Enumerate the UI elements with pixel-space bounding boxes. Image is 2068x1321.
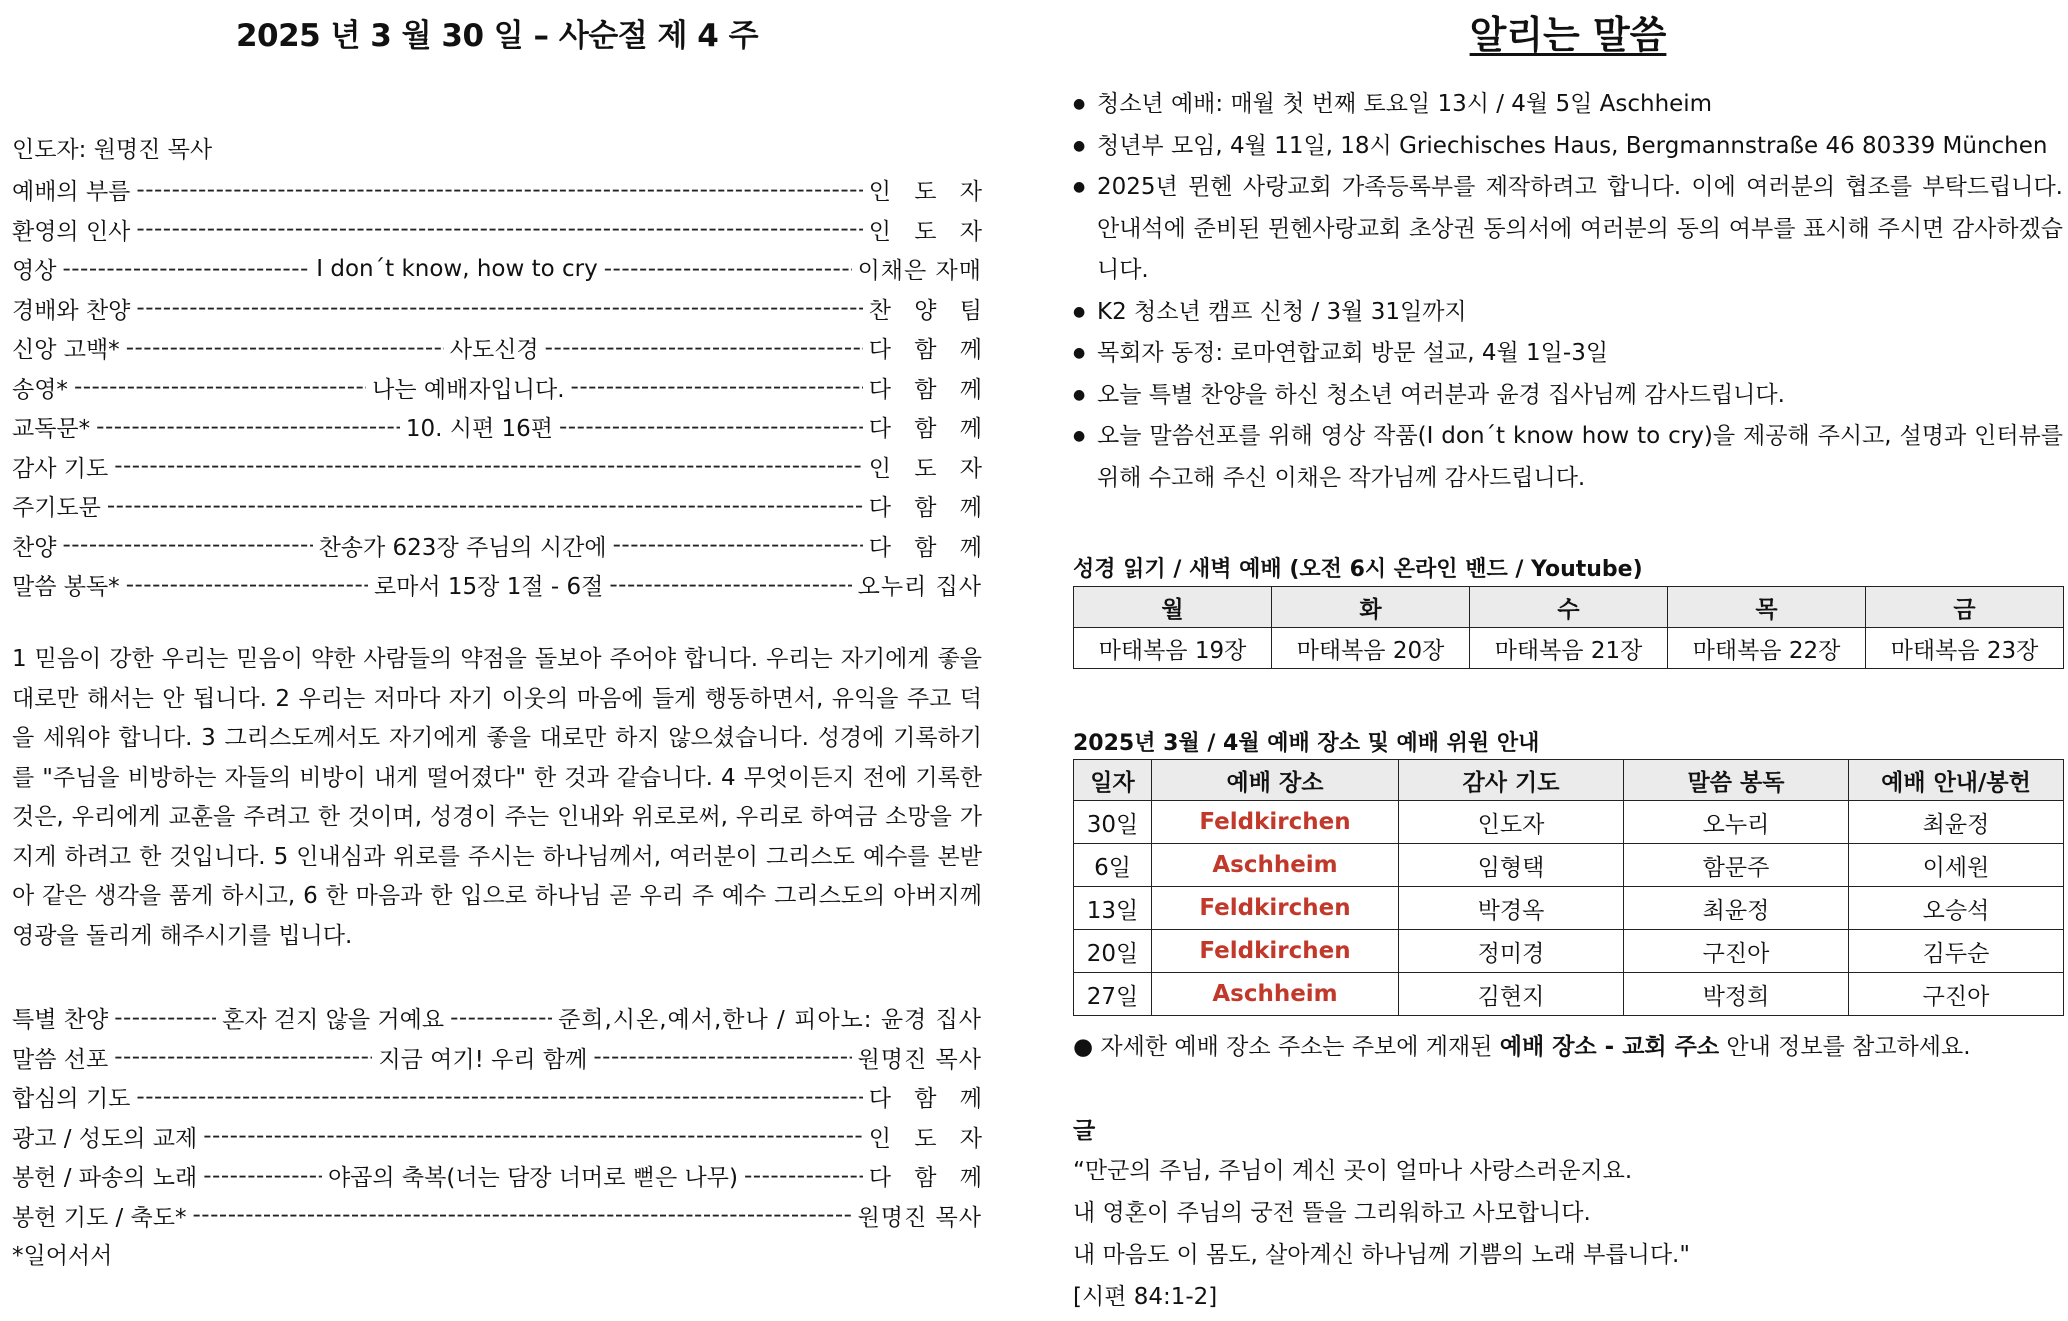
- service-row: [1074, 930, 2064, 973]
- leader-dashes: [609, 572, 851, 598]
- service-cell: 6일: [1074, 844, 1152, 887]
- order-item-person: 다 함 께: [868, 376, 990, 403]
- poem-line: [시편 84:1-2]: [1073, 1284, 1218, 1310]
- order-item-person: 원명진 목사: [857, 1046, 982, 1073]
- order-item-name: 신앙 고백*: [12, 337, 120, 364]
- service-location-cell: Aschheim: [1152, 973, 1399, 1016]
- leader-dashes: [136, 177, 862, 203]
- order-item-person: 준희,시온,예서,한나 / 피아노: 윤경 집사: [558, 1007, 983, 1034]
- leader-dashes: [62, 532, 312, 558]
- order-item-detail: 사도신경: [449, 337, 539, 364]
- announcement-item: ● 목회자 동정: 로마연합교회 방문 설교, 4월 1일-3일: [1073, 333, 2063, 375]
- poem-line: 내 영혼이 주님의 궁전 뜰을 그리워하고 사모합니다.: [1073, 1200, 1591, 1226]
- order-item-detail: 나는 예배자입니다.: [372, 376, 565, 403]
- service-location-cell: Feldkirchen: [1152, 801, 1399, 844]
- leader-dashes: [203, 1163, 322, 1189]
- order-item-name: 찬양: [12, 534, 57, 561]
- leader-dashes: [604, 256, 852, 282]
- leader-dashes: [450, 1005, 552, 1031]
- leader-dashes: [593, 1044, 851, 1070]
- order-item-detail: 찬송가 623장 주님의 시간에: [318, 534, 607, 561]
- reading-day-header: 수: [1470, 587, 1668, 628]
- scripture-reading-text: 1 믿음이 강한 우리는 믿음이 약한 사람들의 약점을 돌보아 주어야 합니다. 우리는 자기에게 좋을 대로만 해서는 안 됩니다. 2 우리는 저마다 자기 이웃의 마음에 들게 행동하면서, 유익을 주고 덕을 세워야 합니다. 3 그리스도께서도 자기에게 좋을 대로만 하지 않으셨습니다. 성경에 기록하기를 "주님을 비방하는 자들의 비방이 내게 떨어졌다" 한 것과 같습니다. 4 무엇이든지 전에 기록한 것은, 우리에게 교훈을 주려고 한 것이며, 성경이 주는 인내와 위로로써, 우리로 하여금 소망을 가지게 하려고 한 것입니다. 5 인내심과 위로를 주시는 하나님께서, 여러분이 그리스도 예수를 본받아 같은 생각을 품게 하시고, 6 한 마음과 한 입으로 하나님 곧 우리 주 예수 그리스도의 아버지께 영광을 돌리게 해주시기를 빕니다.: [12, 646, 982, 949]
- reading-day-header: 월: [1074, 587, 1272, 628]
- reading-day-header: 금: [1866, 587, 2064, 628]
- note-text-end: 안내 정보를 참고하세요.: [1719, 1034, 1971, 1060]
- service-cell: 김두순: [1849, 930, 2064, 973]
- order-item-person: 찬 양 팀: [868, 297, 990, 324]
- location-note: [1073, 1028, 1971, 1061]
- psalm-quote: [1073, 1150, 1690, 1318]
- order-item: [12, 407, 990, 447]
- leader-dashes: [126, 572, 368, 598]
- order-item-name: 주기도문: [12, 495, 101, 522]
- order-item-person: 다 함 께: [868, 1165, 990, 1192]
- leader-dashes: [114, 1044, 372, 1070]
- order-item-name: 광고 / 성도의 교제: [12, 1125, 198, 1152]
- announcement-item: ● 오늘 특별 찬양을 하신 청소년 여러분과 윤경 집사님께 감사드립니다.: [1073, 375, 2063, 417]
- order-item-name: 감사 기도: [12, 455, 109, 482]
- order-item-name: 송영*: [12, 376, 68, 403]
- reading-passage-cell: 마태복음 19장: [1074, 628, 1272, 669]
- service-cell: 인도자: [1399, 801, 1624, 844]
- service-cell: 30일: [1074, 801, 1152, 844]
- leader-dashes: [62, 256, 310, 282]
- reading-passage-cell: 마태복음 22장: [1668, 628, 1866, 669]
- order-item-name: 특별 찬양: [12, 1007, 109, 1034]
- reading-passage-cell: 마태복음 21장: [1470, 628, 1668, 669]
- service-location-cell: Aschheim: [1152, 844, 1399, 887]
- order-item-name: 말씀 봉독*: [12, 574, 120, 601]
- service-location-cell: Feldkirchen: [1152, 887, 1399, 930]
- order-item-person: 다 함 께: [868, 495, 990, 522]
- leader-dashes: [744, 1163, 863, 1189]
- order-item: [12, 1117, 990, 1157]
- order-item-detail: 10. 시편 16편: [405, 416, 553, 443]
- leader-dashes: [126, 335, 444, 361]
- leader-dashes: [136, 1084, 862, 1110]
- order-item-detail: 혼자 걷지 않을 거예요: [222, 1007, 445, 1034]
- reading-passage-cell: 마태복음 20장: [1272, 628, 1470, 669]
- bulletin-date-title: 2025 년 3 월 30 일 – 사순절 제 4 주: [235, 18, 759, 54]
- order-of-service-continued: [12, 998, 990, 1235]
- service-header-cell: 일자: [1074, 760, 1152, 801]
- service-header-cell: 예배 안내/봉헌: [1849, 760, 2064, 801]
- order-item: [12, 328, 990, 368]
- reading-section-title: 성경 읽기 / 새벽 예배 (오전 6시 온라인 밴드 / Youtube): [1073, 557, 1643, 582]
- order-of-service: [12, 170, 991, 605]
- service-cell: 13일: [1074, 887, 1152, 930]
- reading-day-header: 목: [1668, 587, 1866, 628]
- standing-note: *일어서서: [12, 1243, 113, 1269]
- service-section-title: 2025년 3월 / 4월 예배 장소 및 예배 위원 안내: [1073, 731, 1540, 756]
- order-item-person: 다 함 께: [868, 416, 990, 443]
- order-item-person: 인 도 자: [868, 455, 990, 482]
- order-item: [12, 249, 982, 289]
- note-bold-text: 예배 장소 - 교회 주소: [1499, 1034, 1720, 1060]
- service-schedule-table: [1073, 759, 2064, 1016]
- order-item: [12, 1038, 982, 1078]
- order-item-person: 이채은 자매: [857, 258, 982, 285]
- announcements-title: 알리는 말씀: [1469, 13, 1667, 57]
- leader-dashes: [559, 414, 863, 440]
- order-item: [12, 1196, 982, 1236]
- announcement-item: ● K2 청소년 캠프 신청 / 3월 31일까지: [1073, 292, 2063, 334]
- announcement-item: ● 오늘 말씀선포를 위해 영상 작품(I don´t know how to cry)을 제공해 주시고, 설명과 인터뷰를 위해 수고해 주신 이채은 작가님께 감사드립니다.: [1073, 416, 2063, 499]
- order-item-name: 영상: [12, 258, 57, 285]
- service-cell: 함문주: [1624, 844, 1849, 887]
- service-row: [1074, 844, 2064, 887]
- order-item-name: 교독문*: [12, 416, 91, 443]
- service-cell: 이세원: [1849, 844, 2064, 887]
- order-item-person: 인 도 자: [868, 218, 990, 245]
- order-item: [12, 565, 982, 605]
- leader-dashes: [203, 1123, 863, 1149]
- service-cell: 박경옥: [1399, 887, 1624, 930]
- leader-dashes: [613, 532, 863, 558]
- poem-line: 내 마음도 이 몸도, 살아계신 하나님께 기쁨의 노래 부릅니다.": [1073, 1242, 1690, 1268]
- order-item-person: 인 도 자: [868, 1125, 990, 1152]
- service-cell: 정미경: [1399, 930, 1624, 973]
- service-location-cell: Feldkirchen: [1152, 930, 1399, 973]
- service-header-cell: 말씀 봉독: [1624, 760, 1849, 801]
- service-cell: 박정희: [1624, 973, 1849, 1016]
- announcement-item: ● 2025년 뮌헨 사랑교회 가족등록부를 제작하려고 합니다. 이에 여러분의 협조를 부탁드립니다. 안내석에 준비된 뮌헨사랑교회 초상권 동의서에 여러분의 동의 여부를 표시해 주시면 감사하겠습니다.: [1073, 167, 2063, 292]
- order-item-detail: 로마서 15장 1절 - 6절: [373, 574, 604, 601]
- leader-dashes: [571, 374, 863, 400]
- order-item-person: 인 도 자: [868, 179, 990, 206]
- order-item-detail: I don´t know, how to cry: [316, 255, 598, 282]
- bible-reading-table: [1073, 586, 2064, 669]
- order-item-person: 다 함 께: [868, 337, 990, 364]
- order-item-person: 다 함 께: [868, 1086, 990, 1113]
- order-item-name: 합심의 기도: [12, 1086, 131, 1113]
- service-row: [1074, 887, 2064, 930]
- order-item: [12, 1077, 990, 1117]
- note-text: 자세한 예배 장소 주소는 주보에 게재된: [1100, 1034, 1500, 1060]
- service-cell: 오승석: [1849, 887, 2064, 930]
- order-item-person: 다 함 께: [868, 534, 991, 561]
- leader-dashes: [107, 493, 863, 519]
- order-item-name: 경배와 찬양: [12, 297, 131, 324]
- announcement-item: ● 청소년 예배: 매월 첫 번째 토요일 13시 / 4월 5일 Aschheim: [1073, 84, 2063, 126]
- service-cell: 김현지: [1399, 973, 1624, 1016]
- leader-dashes: [74, 374, 366, 400]
- order-item: [12, 1156, 990, 1196]
- leader-dashes: [96, 414, 400, 440]
- service-cell: 구진아: [1849, 973, 2064, 1016]
- order-item-detail: 지금 여기! 우리 함께: [378, 1046, 588, 1073]
- leader-dashes: [193, 1202, 852, 1228]
- order-item-person: 오누리 집사: [857, 574, 983, 601]
- service-cell: 최윤정: [1849, 801, 2064, 844]
- service-cell: 27일: [1074, 973, 1152, 1016]
- worship-leader: 인도자: 원명진 목사: [12, 137, 213, 163]
- poem-title: 글: [1073, 1118, 1096, 1144]
- order-item: [12, 998, 982, 1038]
- leader-dashes: [114, 1005, 216, 1031]
- order-item: [12, 368, 990, 408]
- bullet: ●: [1073, 1034, 1101, 1060]
- reading-day-header: 화: [1272, 587, 1470, 628]
- service-cell: 오누리: [1624, 801, 1849, 844]
- order-item: [12, 526, 991, 566]
- order-item: [12, 289, 990, 329]
- order-item-name: 봉헌 / 파송의 노래: [12, 1165, 198, 1192]
- leader-dashes: [136, 216, 862, 242]
- poem-line: “만군의 주님, 주님이 계신 곳이 얼마나 사랑스러운지요.: [1073, 1158, 1633, 1184]
- announcement-item: ● 청년부 모임, 4월 11일, 18시 Griechisches Haus, Bergmannstraße 46 80339 München: [1073, 126, 2063, 168]
- service-header-cell: 예배 장소: [1152, 760, 1399, 801]
- order-item-name: 예배의 부름: [12, 179, 131, 206]
- service-header-cell: 감사 기도: [1399, 760, 1624, 801]
- service-cell: 임형택: [1399, 844, 1624, 887]
- leader-dashes: [136, 295, 862, 321]
- announcement-list: [1073, 84, 2063, 499]
- order-item-name: 말씀 선포: [12, 1046, 109, 1073]
- leader-dashes: [545, 335, 863, 361]
- service-row: [1074, 973, 2064, 1016]
- service-cell: 20일: [1074, 930, 1152, 973]
- order-item: [12, 486, 990, 526]
- reading-passage-cell: 마태복음 23장: [1866, 628, 2064, 669]
- service-row: [1074, 801, 2064, 844]
- order-item: [12, 210, 990, 250]
- service-cell: 구진아: [1624, 930, 1849, 973]
- order-item-person: 원명진 목사: [857, 1204, 982, 1231]
- order-item: [12, 447, 990, 487]
- order-item-name: 환영의 인사: [12, 218, 131, 245]
- order-item-name: 봉헌 기도 / 축도*: [12, 1204, 187, 1231]
- leader-dashes: [114, 453, 863, 479]
- service-cell: 최윤정: [1624, 887, 1849, 930]
- order-item-detail: 야곱의 축복(너는 담장 너머로 뻗은 나무): [327, 1165, 738, 1192]
- order-item: [12, 170, 990, 210]
